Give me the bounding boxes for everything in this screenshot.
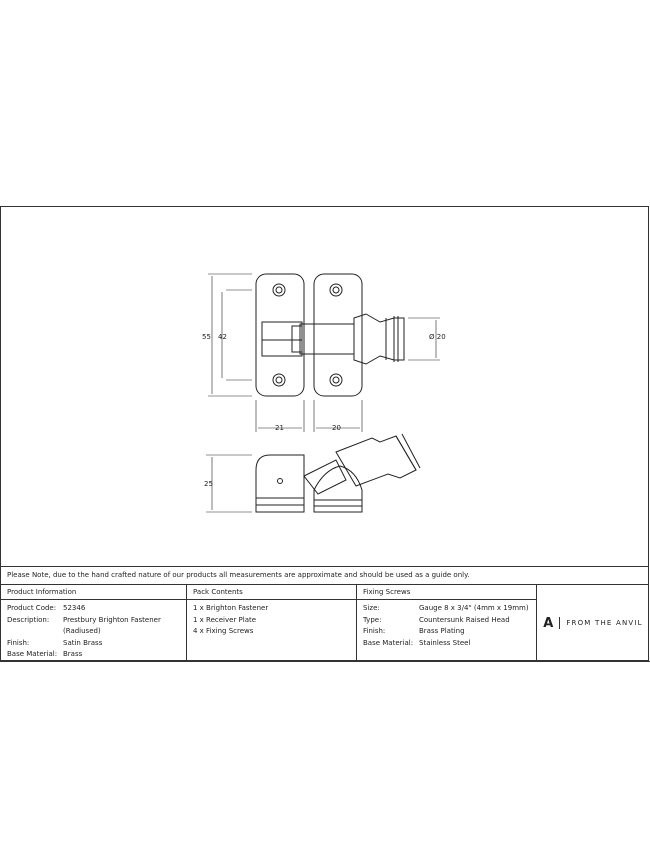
dim-height-inner: 42 — [218, 333, 227, 341]
row-key: Base Material: — [7, 650, 58, 658]
anvil-logo-icon: A — [543, 615, 554, 631]
product-info — [7, 603, 161, 661]
table-row — [363, 626, 529, 638]
brand-block — [537, 585, 649, 661]
table-row — [363, 615, 529, 627]
dim-diameter: Ø 20 — [429, 333, 446, 341]
right-plate — [292, 274, 362, 396]
divider — [186, 585, 187, 661]
row-key: Size: — [363, 604, 380, 612]
brand-name: FROM THE ANVIL — [566, 619, 643, 627]
fixing-screws — [363, 603, 529, 649]
list-item: 1 x Brighton Fastener — [193, 604, 269, 612]
divider — [356, 585, 357, 661]
row-key: Product Code: — [7, 604, 57, 612]
row-key: Description: — [7, 615, 50, 624]
row-key: Base Material: — [363, 638, 414, 647]
list-item: 1 x Receiver Plate — [193, 615, 257, 624]
dim-width-left: 21 — [275, 424, 284, 432]
table-row — [7, 638, 161, 650]
row-value: Gauge 8 x 3/4" (4mm x 19mm) — [419, 604, 529, 612]
fixing-screws-header: Fixing Screws — [356, 585, 537, 600]
row-value: Brass — [63, 650, 83, 658]
pack-contents — [193, 603, 268, 638]
list-item: 4 x Fixing Screws — [193, 627, 254, 635]
dim-side-height: 25 — [204, 480, 213, 488]
table-row — [363, 638, 529, 650]
row-value: Countersunk Raised Head — [419, 615, 510, 624]
pack-contents-header: Pack Contents — [186, 585, 356, 600]
disclaimer-note: Please Note, due to the hand crafted nature of our products all measurements are approximate and should be used as a guide only. — [0, 566, 649, 585]
row-value: Stainless Steel — [419, 638, 471, 647]
row-value: Brass Plating — [419, 627, 465, 635]
brand-separator — [559, 617, 560, 629]
row-value: Satin Brass — [63, 638, 103, 647]
table-bottom-border — [0, 661, 650, 662]
table-row — [7, 603, 161, 615]
row-key — [7, 626, 63, 638]
table-row — [363, 603, 529, 615]
left-plate — [256, 274, 304, 396]
product-info-header: Product Information — [0, 585, 186, 600]
side-view — [256, 434, 420, 512]
table-row — [7, 649, 161, 661]
row-key: Finish: — [363, 627, 386, 635]
dim-width-right: 20 — [332, 424, 341, 432]
row-key: Finish: — [7, 638, 30, 647]
table-row — [7, 626, 161, 638]
row-value: (Radiused) — [63, 627, 101, 635]
row-key: Type: — [363, 615, 382, 624]
table-row — [7, 615, 161, 627]
row-value: Prestbury Brighton Fastener — [63, 615, 161, 624]
dim-height-outer: 55 — [202, 333, 211, 341]
row-value: 52346 — [63, 604, 86, 612]
